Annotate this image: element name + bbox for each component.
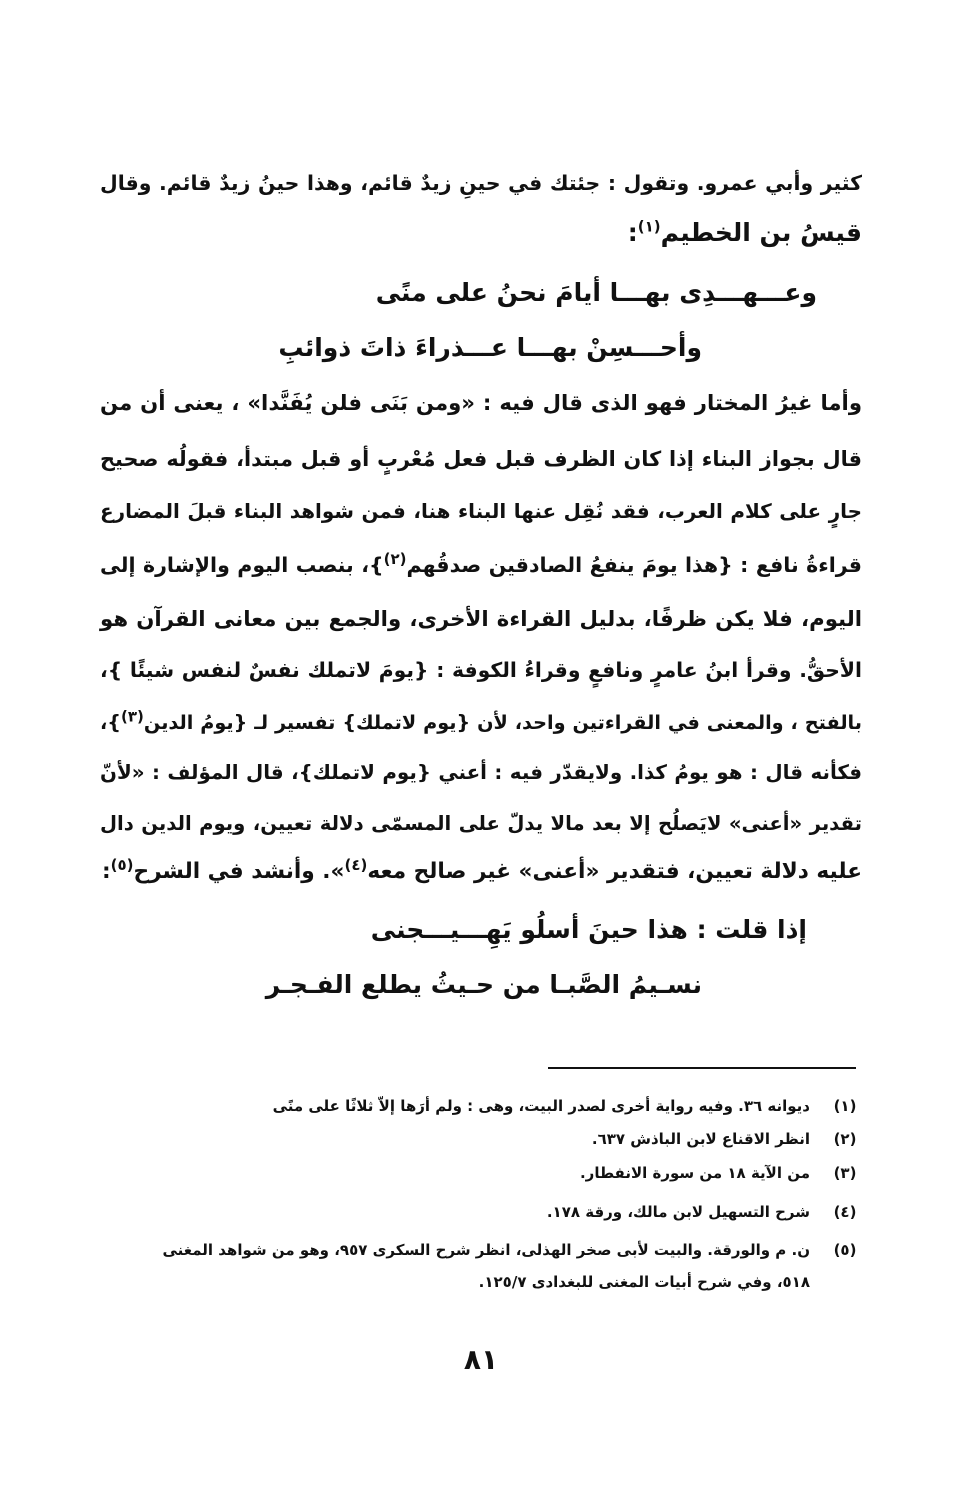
body-line-2: قيسُ بن الخطيم$^{(١)}$: bbox=[627, 217, 862, 247]
body-line-10: فكأنه قال : هو يومُ كذا. ولايقدّر فيه : أعني {يوم لاتملك}، قال المؤلف : «لأنّ bbox=[100, 761, 862, 784]
footnote-text: ن. م والورقة. والبيت لأبى صخر الهذلى، انظر شرح السكرى ٩٥٧، وهو من شواهد المغنى bbox=[162, 1241, 810, 1259]
footnote-text: من الآية ١٨ من سورة الانفطار. bbox=[579, 1164, 810, 1182]
verse2-first-hemistich: إذا قلت : هذا حينَ أسلُو يَهِـــيـــجنى bbox=[370, 915, 807, 944]
footnote-number: (٥) bbox=[833, 1241, 857, 1259]
footnote-marker-4: (٤) bbox=[344, 855, 368, 874]
verse1-first-hemistich: وعـــهـــدِى بهـــا أيامَ نحنُ على منًى bbox=[375, 278, 817, 307]
body-line-4: قال بجواز البناء إذا كان الظرف قبل فعل مُعْربٍ أو قبل مبتدأ، فقولُه صحيح bbox=[100, 447, 862, 471]
footnote-marker-3: (٣) bbox=[121, 707, 144, 726]
footnote-text: شرح التسهيل لابن مالك، ورقة ١٧٨. bbox=[546, 1203, 810, 1221]
body-line-7: اليوم، فلا يكن ظرفًا، بدليل القراءة الأخرى، والجمع بين معانى القرآن هو bbox=[100, 607, 862, 632]
body-line-5: جارٍ على كلام العرب، فقد نُقِل عنها البناء هنا، فمن شواهد البناء قبلَ المضارع bbox=[100, 500, 862, 523]
footnote-5-continued: ٥١٨، وفي شرح أبيات المغنى للبغدادى ١٢٥/٧. bbox=[478, 1273, 810, 1291]
footnote-number: (٤) bbox=[833, 1203, 857, 1221]
body-line-1: كثير وأبي عمرو. وتقول : جئتك في حينِ زيدٌ قائم، وهذا حينُ زيدٌ قائم. وقال bbox=[100, 171, 862, 195]
verse1-second-hemistich: وأحـــسِنْ بهـــا عـــذراءَ ذاتَ ذوائبِ bbox=[278, 333, 702, 362]
footnote-separator bbox=[548, 1067, 856, 1069]
body-line-11: تقدير «أعنى» لايَصلُح إلا بعد مالا يدلّ على المسمّى دلالة تعيين، ويوم الدين دال bbox=[100, 812, 862, 835]
footnote-number: (٣) bbox=[833, 1164, 857, 1182]
body-line-3: وأما غيرُ المختار فهو الذى قال فيه : «ومن بَنَى فلن يُفَنَّدا» ، يعنى أن من bbox=[100, 391, 862, 416]
footnote-marker-2: (٢) bbox=[383, 550, 407, 569]
footnote-number: (٢) bbox=[833, 1130, 857, 1148]
page-number: ٨١ bbox=[463, 1343, 499, 1376]
footnote-number: (١) bbox=[833, 1097, 857, 1115]
body-line-8: الأحقُّ. وقرأ ابنُ عامرٍ ونافعٍ وقراءُ الكوفة : {يومَ لاتملك نفسٌ لنفس شيئًا }، bbox=[100, 658, 862, 682]
verse2-second-hemistich: نسـيمُ الصَّبـا من حـيثُ يطلع الفـجـر bbox=[265, 970, 702, 999]
body-line-12: عليه دلالة تعيين، فتقدير «أعنى» غير صالح معه$^{(٤)}$». وأنشد في الشرح$^{(٥)}$: bbox=[101, 855, 862, 884]
body-line-9: بالفتح ، والمعنى في القراءتين واحد، لأن {يوم لاتملك} تفسير لـ {يومُ الدين$^{(٣)}$}، bbox=[100, 707, 862, 734]
footnote-text: ديوانه ٣٦. وفيه رواية أخرى لصدر البيت، وهى : ولم أرَها إلاّ ثلاثًا على منًى bbox=[272, 1097, 810, 1115]
body-line-6: قراءةُ نافع : {هذا يومَ ينفعُ الصادقين صدقُهم$^{(٢)}$}، بنصب اليوم والإشارة إلى bbox=[100, 550, 862, 577]
footnote-text: انظر الاقناع لابن الباذش ٦٣٧. bbox=[591, 1130, 810, 1148]
footnote-marker-5: (٥) bbox=[110, 855, 134, 874]
footnote-marker-1: (١) bbox=[637, 217, 661, 236]
